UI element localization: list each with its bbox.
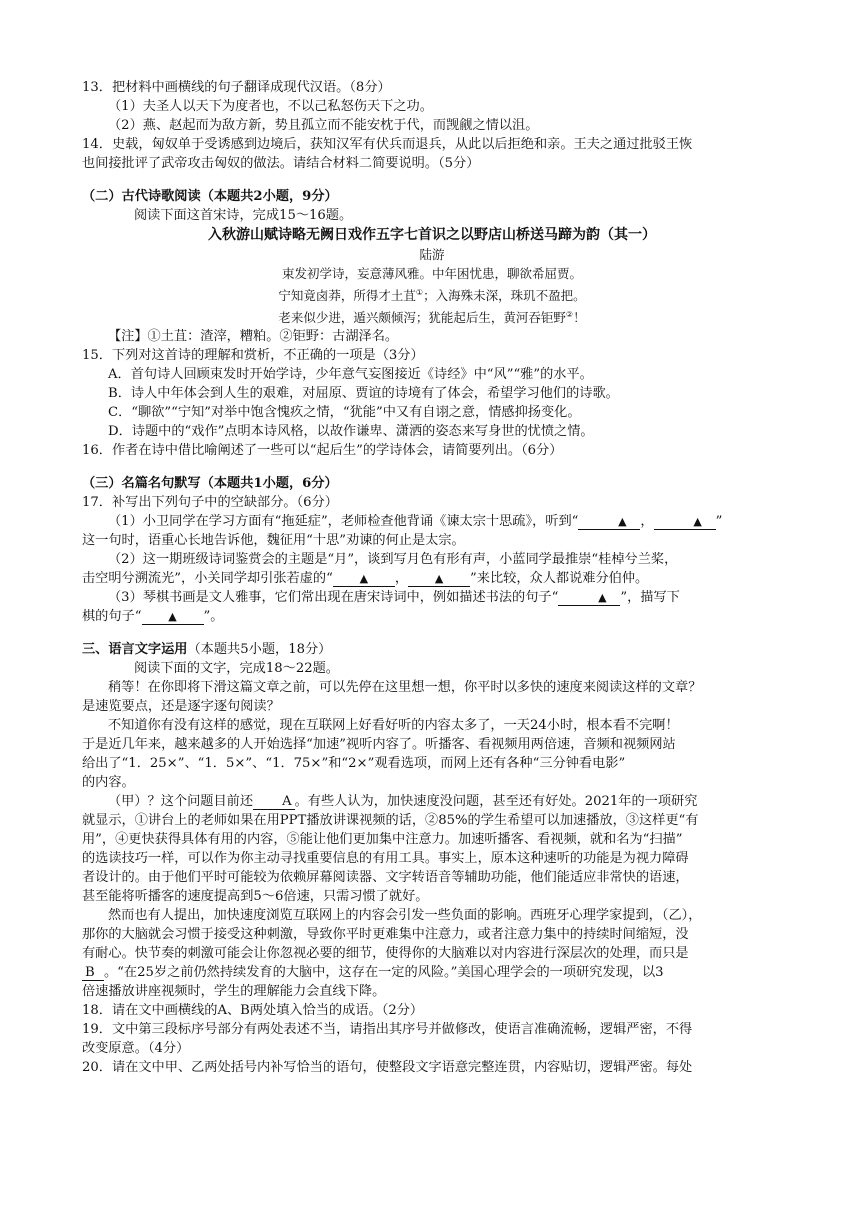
q14-line-2: 也间接批评了武帝攻击匈奴的做法。请结合材料二简要说明。（5分） [82,156,480,171]
fill-blank[interactable]: ▲ [333,571,395,587]
q19-line-2: 改变原意。（4分） [82,1041,190,1057]
passage-p3-line-3: 用”，④更快获得具体有用的内容，⑤能让他们更加集中注意力。加速听播客、看视频，就和名为“扫描” [82,832,683,848]
q15-option-b: B．诗人中年体会到人生的艰难，对屈原、贾谊的诗境有了体会，希望学习他们的诗歌。 [108,386,619,402]
poem-line-3: 老来似少进，遁兴颇倾泻；犹能起后生，黄河吞钜野②！ [278,310,586,326]
q17-sentence-1-cont: 这一句时，语重心长地告诉他，魏征用“十思”劝谏的何止是太宗。 [82,533,465,549]
passage-p4-line-5: 倍速播放讲座视频时，学生的理解能力会直线下降。 [82,984,386,1000]
passage-p3-line-2: 就显示，①讲台上的老师如果在用PPT播放讲课视频的话，②85%的学生希望可以加速播放，③这样更“有 [82,813,699,829]
q17-sentence-1: （1）小卫同学在学习方面有“拖延症”，老师检查他背诵《谏太宗十思疏》，听到“ ▲ ， ▲ ” [108,514,723,530]
passage-p3-line-1: （甲）？这个问题目前还 A 。有些人认为，加快速度没问题，甚至还有好处。2021年的一项研究 [108,794,698,810]
q13-stem: 13．把材料中画横线的句子翻译成现代汉语。（8分） [82,80,391,95]
passage-p2-line-4: 的内容。 [82,775,135,791]
q17-stem: 17．补写出下列句子中的空缺部分。（6分） [82,495,338,511]
fill-blank[interactable]: ▲ [408,571,470,587]
q14-line-1: 14．史载，匈奴单于受诱感到边境后，获知汉军有伏兵而退兵，从此以后拒绝和亲。王夫之通过批驳王恢 [82,137,693,152]
passage-p2-line-2: 于是近几年来，越来越多的人开始选择“加速”视听内容了。听播客、看视频用两倍速，音频和视频网站 [82,737,676,753]
poem-author: 陆游 [419,247,445,262]
passage-p4-line-2: 那你的大脑就会习惯于接受这种刺激，导致你平时更难集中注意力，或者注意力集中的持续时间缩短，没 [82,927,689,943]
passage-p4-line-1: 然而也有人提出，加快速度浏览互联网上的内容会引发一些负面的影响。西班牙心理学家提到，（乙）， [108,908,702,924]
poem-title: 入秋游山赋诗略无阙日戏作五字七首识之以野店山桥送马蹄为韵（其一） [208,227,656,243]
passage-p1-line-2: 是速览要点，还是逐字逐句阅读？ [82,699,280,715]
section-heading-famous-lines: （三）名篇名句默写（本题共1小题，6分） [82,476,338,492]
fill-blank[interactable]: ▲ [654,514,716,530]
passage-p4-line-3: 有耐心。快节奏的刺激可能会让你忽视必要的细节，使得你的大脑难以对内容进行深层次的处理，而只是 [82,946,689,962]
poem-line-2: 宁知竟卤莽，所得才土苴①；入海殊未深，珠玑不盈把。 [278,288,586,304]
q15-option-c: C．“聊欲”“宁知”对举中饱含愧疚之情，“犹能”中又有自诩之意，情感抑扬变化。 [108,405,581,421]
fill-blank[interactable]: ▲ [142,609,204,625]
q18-stem: 18．请在文中画横线的A、B两处填入恰当的成语。（2分） [82,1003,424,1019]
underline-blank-b[interactable]: B [82,965,104,981]
fill-blank[interactable]: ▲ [558,590,620,606]
q17-sentence-2: （2）这一期班级诗词鉴赏会的主题是“月”，谈到写月色有形有声，小蓝同学最推崇“桂棹兮兰桨， [108,552,678,568]
passage-p1-line-1: 稍等！在你即将下滑这篇文章之前，可以先停在这里想一想，你平时以多快的速度来阅读这样的文章？ [108,680,702,696]
q20-line-1: 20．请在文中甲、乙两处括号内补写恰当的语句，使整段文字语意完整连贯，内容贴切，逻辑严密。每处 [82,1060,693,1076]
section-heading-ancient-poetry: （二）古代诗歌阅读（本题共2小题，9分） [82,189,338,204]
q17-sentence-2-cont: 击空明兮溯流光”，小关同学却引张若虚的“ ▲ ， ▲ ”来比较，众人都说难分伯仲。 [82,571,649,587]
poem-line-1: 束发初学诗，妄意薄风雅。中年困忧患，聊欲希屈贾。 [281,266,582,281]
passage-p3-line-6: 甚至能将听播客的速度提高到5～6倍速，只需习惯了就好。 [82,889,429,905]
language-intro: 阅读下面的文字，完成18～22题。 [134,661,339,677]
q16-stem: 16．作者在诗中借比喻阐述了一些可以“起后生”的学诗体会，请简要列出。（6分） [82,443,563,459]
passage-p4-line-4: B 。“在25岁之前仍然持续发育的大脑中，这存在一定的风险。”美国心理学会的一项研究发现，以3 [82,963,782,982]
exam-page [82,78,782,1077]
q15-option-d: D．诗题中的“戏作”点明本诗风格，以故作谦卑、潇洒的姿态来写身世的忧愤之情。 [108,424,594,440]
fill-blank[interactable]: ▲ [578,514,640,530]
poem-note: 【注】①土苴：渣滓，糟粕。②钜野：古湖泽名。 [108,329,399,345]
passage-p3-line-5: 者设计的。由于他们平时可能较为依赖屏幕阅读器、文字转语音等辅助功能，他们能适应非常快的语速， [82,870,689,886]
passage-p2-line-1: 不知道你有没有这样的感觉，现在互联网上好看好听的内容太多了，一天24小时，根本看不完啊！ [108,718,679,734]
q13-item-2: （2）燕、赵起而为敌方新，势且孤立而不能安枕于代，而觊觎之情以沮。 [108,118,539,133]
note-mark-1: ① [415,288,424,297]
poetry-intro: 阅读下面这首宋诗，完成15～16题。 [134,208,353,223]
note-mark-2: ② [565,310,574,320]
q17-sentence-3-cont: 棋的句子“ ▲ ”。 [82,609,224,625]
q17-sentence-3: （3）琴棋书画是文人雅事，它们常出现在唐宋诗词中，例如描述书法的句子“ ▲ ”，描写下 [108,590,680,606]
passage-p2-line-3: 给出了“1．25×”、“1．5×”、“1．75×”和“2×”观看选项，而网上还有各种“三分钟看电影” [82,756,626,772]
q15-stem: 15．下列对这首诗的理解和赏析，不正确的一项是（3分） [82,348,424,364]
passage-p3-line-4: 的选读技巧一样，可以作为你主动寻找重要信息的有用工具。事实上，原本这种速听的功能是为视力障碍 [82,851,689,867]
underline-blank-a[interactable]: A [253,794,295,810]
q19-line-1: 19．文中第三段标序号部分有两处表述不当，请指出其序号并做修改，使语言准确流畅，逻辑严密，不得 [82,1022,693,1038]
section-heading-language-use: 三、语言文字运用（本题共5小题，18分） [82,642,332,658]
q15-option-a: A．首句诗人回顾束发时开始学诗，少年意气妄图接近《诗经》中“风”“雅”的水平。 [108,367,593,383]
q13-item-1: （1）夫圣人以天下为度者也，不以己私怒伤天下之功。 [108,99,433,114]
